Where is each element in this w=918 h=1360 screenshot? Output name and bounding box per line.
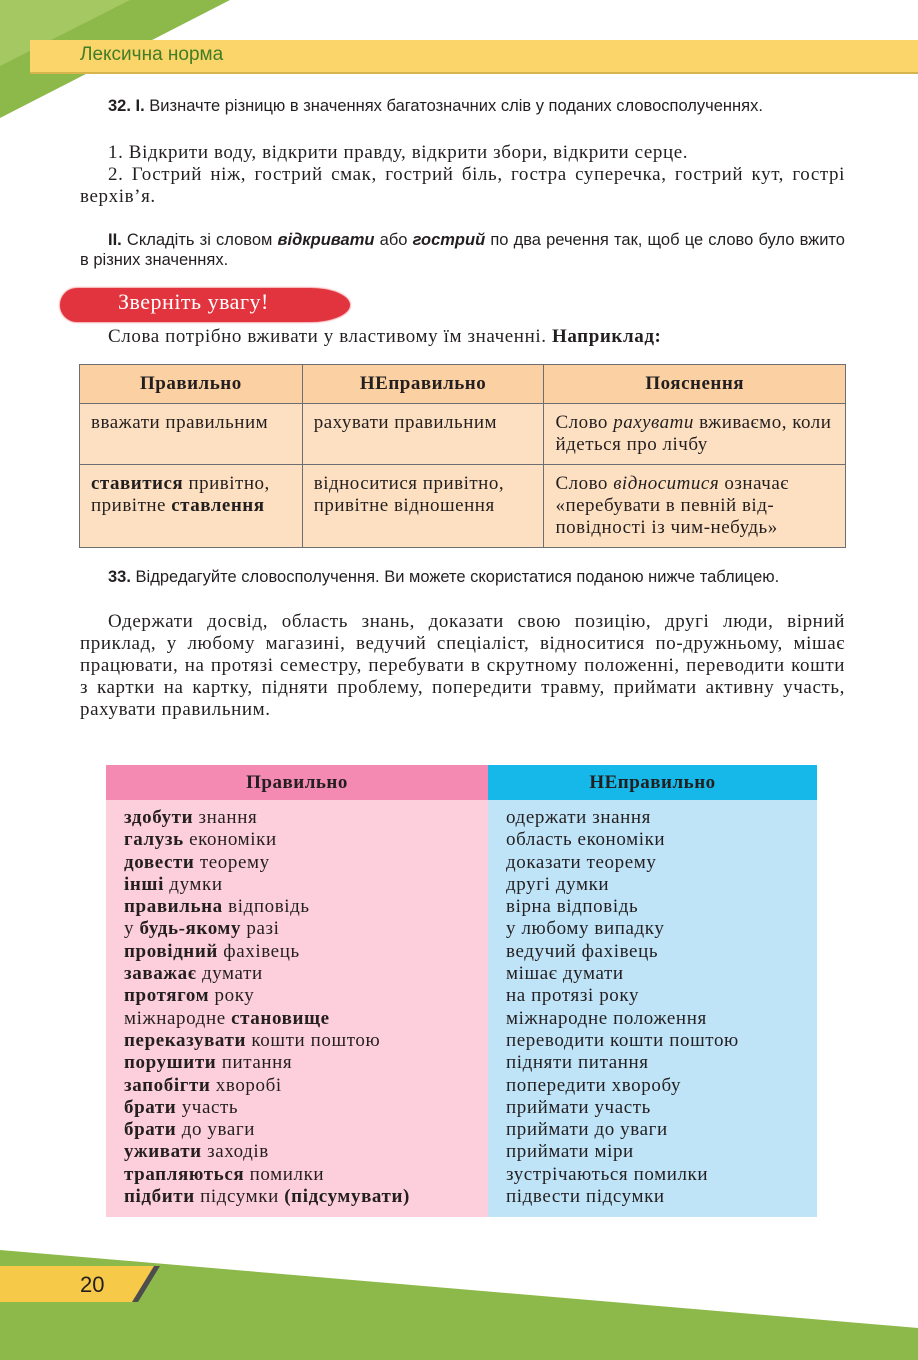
bold-text: порушити <box>124 1052 217 1074</box>
task-text: Визначте різницю в значеннях багатозначних слів у поданих словосполученнях. <box>149 97 763 115</box>
table-header-row <box>80 365 846 404</box>
incorrect-list-item: зустрічаються помилки <box>506 1163 709 1185</box>
text: підсумки <box>194 1186 285 1208</box>
correct-list-item <box>124 1030 410 1052</box>
incorrect-list-item: доказати теорему <box>506 851 657 873</box>
attention-intro <box>80 326 845 348</box>
correct-list <box>124 807 410 1208</box>
keyword: гострий <box>412 231 486 249</box>
incorrect-list-item: другі думки <box>506 873 610 895</box>
bold-text: переказувати <box>124 1029 247 1051</box>
correct-list-item <box>124 1052 410 1074</box>
header-incorrect: НЕправильно <box>302 365 544 404</box>
text: теорему <box>194 851 270 873</box>
text: думати <box>196 963 263 985</box>
line-text: 2. Гострий ніж, гострий смак, гострий біль, гостра суперечка, гострий кут, гострі верхів’я. <box>80 164 845 207</box>
bold-text: брати <box>124 1119 177 1141</box>
incorrect-list-item: підняти питання <box>506 1052 649 1074</box>
text: думки <box>163 873 223 895</box>
text: питання <box>216 1052 293 1074</box>
bold-text: будь-якому <box>139 918 242 940</box>
bold-text: правильна <box>124 896 223 918</box>
text: фахівець <box>217 940 300 962</box>
text: відповідь <box>222 896 310 918</box>
correct-incorrect-table <box>106 765 817 1217</box>
table-row <box>80 404 846 465</box>
incorrect-list-item: у любому випадку <box>506 918 665 940</box>
text: або <box>379 231 408 249</box>
task-33-paragraph <box>80 611 845 721</box>
page-number: 20 <box>80 1272 105 1297</box>
incorrect-list-item: підвести підсумки <box>506 1186 665 1208</box>
incorrect-list-item: вірна відповідь <box>506 896 639 918</box>
correct-list-item <box>124 1141 410 1163</box>
correct-list-item <box>124 963 410 985</box>
text: вживаємо, коли йдеться про лічбу <box>555 412 832 455</box>
text: означає «перебувати в певній відповідності із чим-небудь» <box>555 473 789 538</box>
cell-correct <box>80 465 303 548</box>
task-32-part2 <box>80 230 845 270</box>
correct-list-item <box>124 1097 410 1119</box>
bold-text: підбити <box>124 1186 195 1208</box>
text: по два речення так, щоб це слово було вжито в різних значеннях. <box>80 231 845 269</box>
bottom-decoration <box>0 1240 918 1360</box>
text: Слово <box>555 473 608 494</box>
header-text: НЕправильно <box>589 772 716 793</box>
task-text: Відредагуйте словосполучення. Ви можете скористатися поданою нижче таблицею. <box>135 568 780 586</box>
cell-incorrect: відноситися привітно, привітне відношення <box>302 465 544 548</box>
incorrect-list-item: попередити хворобу <box>506 1074 682 1096</box>
incorrect-list-item: приймати до уваги <box>506 1119 668 1141</box>
bold-text: галузь <box>124 829 184 851</box>
text: помилки <box>244 1163 325 1185</box>
text: у <box>124 918 140 940</box>
intro-text: Слова потрібно вживати у властивому їм значенні. <box>108 326 547 347</box>
correct-list-item <box>124 1186 410 1208</box>
part-marker: І. <box>135 97 145 115</box>
bold-text: становище <box>231 1007 330 1029</box>
incorrect-list-item: приймати міри <box>506 1141 634 1163</box>
text: знання <box>193 807 258 828</box>
text: привітне <box>91 495 166 516</box>
correct-list-item <box>124 874 410 896</box>
correct-list-item <box>124 807 410 829</box>
intro-bold: Наприклад: <box>551 326 662 347</box>
correct-list-item <box>124 829 410 851</box>
bold-text: брати <box>124 1096 177 1118</box>
bold-text: уживати <box>124 1141 202 1163</box>
text: Слово <box>555 412 608 433</box>
text: року <box>209 985 255 1007</box>
text: заходів <box>201 1141 269 1163</box>
keyword: відноситися <box>613 473 720 494</box>
bold-text: трапляються <box>124 1163 245 1185</box>
bold-text: здобути <box>124 807 194 828</box>
correct-list-item <box>124 1119 410 1141</box>
task-33-instruction <box>80 567 845 587</box>
cell-explanation <box>544 404 846 465</box>
correct-list-item <box>124 1075 410 1097</box>
incorrect-list-item: на протязі року <box>506 985 640 1007</box>
correct-list-item <box>124 941 410 963</box>
task-32-part1 <box>80 96 845 116</box>
text: привітно, <box>188 473 270 494</box>
attention-label: Зверніть увагу! <box>118 289 269 314</box>
correct-list-item <box>124 896 410 918</box>
text: Складіть зі словом <box>126 231 273 249</box>
bold-text: інші <box>124 873 164 895</box>
incorrect-list-item: область економіки <box>506 829 666 851</box>
text: економіки <box>183 829 277 851</box>
incorrect-list <box>506 807 739 1208</box>
bold-text: запобігти <box>124 1074 211 1096</box>
line-text: 1. Відкрити воду, відкрити правду, відкрити збори, відкрити серце. <box>108 142 689 163</box>
header-explanation: Пояснення <box>544 365 846 404</box>
task-32-line1 <box>80 142 845 164</box>
keyword: ставлення <box>171 495 265 516</box>
incorrect-list-item: ведучий фахівець <box>506 940 659 962</box>
task-32-line2 <box>80 164 845 208</box>
keyword: відкривати <box>277 231 375 249</box>
task-number: 32. <box>108 97 131 115</box>
correct-list-item <box>124 1164 410 1186</box>
cell-correct: вважати правильним <box>80 404 303 465</box>
incorrect-list-item: переводити кошти поштою <box>506 1029 739 1051</box>
keyword: рахувати <box>613 412 694 433</box>
text: хворобі <box>210 1074 282 1096</box>
incorrect-list-item: мішає думати <box>506 963 624 985</box>
text: кошти поштою <box>246 1029 381 1051</box>
cell-incorrect: рахувати правильним <box>302 404 544 465</box>
incorrect-list-item: міжнародне положення <box>506 1007 707 1029</box>
page-section-title: Лексична норма <box>80 44 224 65</box>
incorrect-column-header <box>488 765 817 800</box>
bold-text: протягом <box>124 985 210 1007</box>
correct-list-item <box>124 985 410 1007</box>
bold-text: довести <box>124 851 195 873</box>
correct-list-item <box>124 852 410 874</box>
table-row <box>80 465 846 548</box>
bold-text: провідний <box>124 940 218 962</box>
incorrect-list-item: одержати знання <box>506 807 652 828</box>
text: разі <box>241 918 280 940</box>
keyword: ставитися <box>91 473 184 494</box>
usage-table <box>79 364 846 548</box>
bold-text: (підсумувати) <box>284 1186 410 1208</box>
text: участь <box>176 1096 239 1118</box>
correct-list-item <box>124 918 410 940</box>
incorrect-list-item: приймати участь <box>506 1096 651 1118</box>
text: до уваги <box>176 1119 256 1141</box>
part-marker: ІІ. <box>108 231 122 249</box>
header-text: Правильно <box>246 772 348 793</box>
correct-list-item <box>124 1008 410 1030</box>
text: міжнародне <box>124 1007 232 1029</box>
task-number: 33. <box>108 568 131 586</box>
header-correct: Правильно <box>80 365 303 404</box>
paragraph-text: Одержати досвід, область знань, доказати свою позицію, другі люди, вірний приклад, у любому магазині, ведучий спеціаліст, відноситися по-дружньому, мішає працювати, на протязі семестру, перебувати в скрутному положенні, переводити кошти з картки на картку, підняти проблему, попередити травму, приймати активну участь, рахувати правильним. <box>80 611 845 720</box>
cell-explanation <box>544 465 846 548</box>
bold-text: заважає <box>124 963 197 985</box>
correct-column-header <box>106 765 488 800</box>
